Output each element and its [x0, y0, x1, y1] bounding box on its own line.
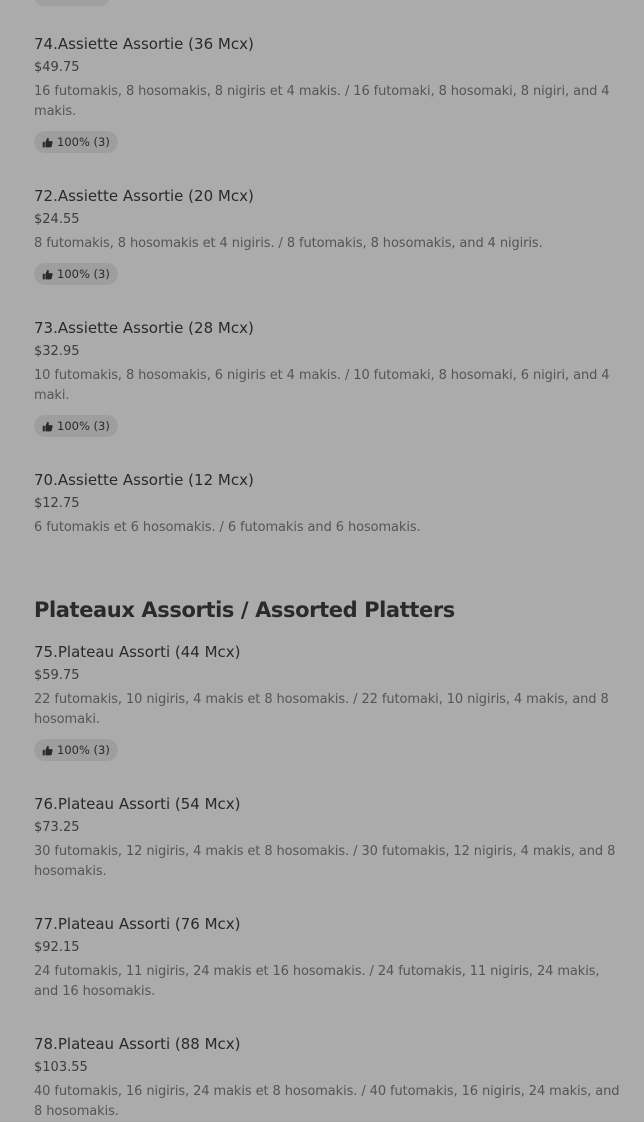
- item-description: 40 futomakis, 16 nigiris, 24 makis et 8 hosomakis. / 40 futomakis, 16 nigiris, 24 makis, and 8 hosomakis.: [34, 1084, 620, 1119]
- item-description: 30 futomakis, 12 nigiris, 4 makis et 8 hosomakis. / 30 futomakis, 12 nigiris, 4 makis, and 8 hosomakis.: [34, 844, 616, 879]
- item-price: $73.25: [34, 820, 80, 835]
- item-title: 72.Assiette Assortie (20 Mcx): [34, 187, 254, 205]
- item-description: 6 futomakis et 6 hosomakis. / 6 futomakis and 6 hosomakis.: [34, 520, 421, 535]
- menu-item[interactable]: [34, 642, 620, 761]
- rating-text: 100% (3): [57, 267, 110, 281]
- menu-item[interactable]: [34, 186, 620, 285]
- item-description: 24 futomakis, 11 nigiris, 24 makis et 16 hosomakis. / 24 futomakis, 11 nigiris, 24 makis, and 16 hosomakis.: [34, 964, 600, 999]
- item-price: $59.75: [34, 668, 80, 683]
- item-title: 77.Plateau Assorti (76 Mcx): [34, 915, 241, 933]
- item-title: 73.Assiette Assortie (28 Mcx): [34, 319, 254, 337]
- item-title: 76.Plateau Assorti (54 Mcx): [34, 795, 241, 813]
- item-price: $24.55: [34, 212, 80, 227]
- rating-text: 100% (3): [57, 743, 110, 757]
- menu-item[interactable]: [34, 34, 620, 153]
- item-description: 8 futomakis, 8 hosomakis et 4 nigiris. / 8 futomakis, 8 hosomakis, and 4 nigiris.: [34, 236, 543, 251]
- rating-badge: [34, 739, 118, 761]
- item-title: 75.Plateau Assorti (44 Mcx): [34, 643, 241, 661]
- menu-item[interactable]: [34, 318, 620, 437]
- item-description: 22 futomakis, 10 nigiris, 4 makis et 8 hosomakis. / 22 futomaki, 10 nigiris, 4 makis, and 8 hosomaki.: [34, 692, 609, 727]
- item-price: $32.95: [34, 344, 80, 359]
- previous-rating-badge: [34, 0, 110, 6]
- item-description: 16 futomakis, 8 hosomakis, 8 nigiris et 4 makis. / 16 futomaki, 8 hosomaki, 8 nigiri, and 4 makis.: [34, 84, 610, 119]
- section-title: Plateaux Assortis / Assorted Platters: [34, 598, 455, 622]
- rating-badge: [34, 263, 118, 285]
- item-price: $49.75: [34, 60, 80, 75]
- item-title: 70.Assiette Assortie (12 Mcx): [34, 471, 254, 489]
- menu-item[interactable]: [34, 794, 620, 882]
- menu-item[interactable]: [34, 470, 620, 538]
- item-price: $12.75: [34, 496, 80, 511]
- thumbs-up-icon: [42, 269, 53, 280]
- thumbs-up-icon: [42, 421, 53, 432]
- rating-badge: [34, 415, 118, 437]
- item-price: $92.15: [34, 940, 80, 955]
- item-price: $103.55: [34, 1060, 88, 1075]
- item-title: 74.Assiette Assortie (36 Mcx): [34, 35, 254, 53]
- item-title: 78.Plateau Assorti (88 Mcx): [34, 1035, 241, 1053]
- rating-text: 100% (3): [57, 135, 110, 149]
- thumbs-up-icon: [42, 745, 53, 756]
- menu-item[interactable]: [34, 1034, 620, 1122]
- menu-item[interactable]: [34, 914, 620, 1002]
- item-description: 10 futomakis, 8 hosomakis, 6 nigiris et 4 makis. / 10 futomaki, 8 hosomaki, 6 nigiri, and 4 maki.: [34, 368, 610, 403]
- thumbs-up-icon: [42, 137, 53, 148]
- rating-text: 100% (3): [57, 419, 110, 433]
- rating-badge: [34, 131, 118, 153]
